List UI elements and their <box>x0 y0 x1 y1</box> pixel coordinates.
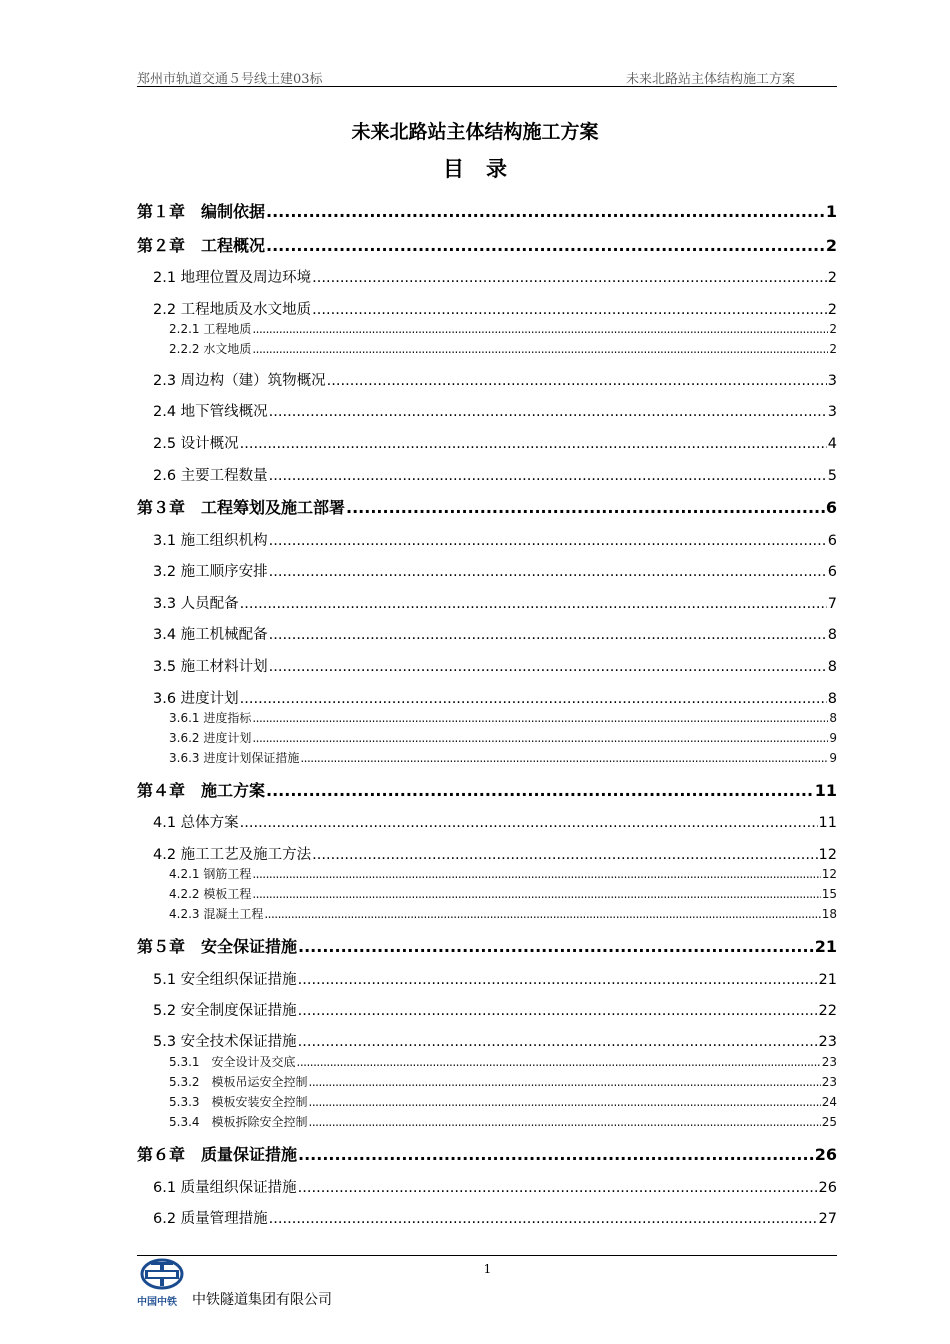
toc-entry-label: 2.1 地理位置及周边环境 <box>153 270 312 286</box>
toc-leader-dots <box>269 468 827 484</box>
toc-entry-page: 6 <box>825 498 837 517</box>
toc-leader-dots <box>252 322 828 336</box>
toc-entry[interactable] <box>137 529 837 550</box>
toc-entry-label: 第５章 安全保证措施 <box>137 937 298 956</box>
toc-entry-page: 4 <box>827 436 837 452</box>
toc-entry[interactable] <box>137 999 837 1020</box>
toc-entry-label: 2.2 工程地质及水文地质 <box>153 302 312 318</box>
toc-entry-page: 9 <box>829 750 837 765</box>
toc-entry-label: 4.2.2 模板工程 <box>169 886 252 901</box>
toc-leader-dots <box>346 498 825 517</box>
toc-entry[interactable] <box>137 464 837 485</box>
toc-entry-page: 12 <box>818 847 837 863</box>
header-project: 郑州市轨道交通５号线土建03标 <box>137 72 323 87</box>
toc-entry-label: 第６章 质量保证措施 <box>137 1145 298 1164</box>
toc-leader-dots <box>269 1211 818 1227</box>
toc-entry-page: 8 <box>827 627 837 643</box>
toc-entry-page: 24 <box>821 1094 837 1109</box>
toc-entry-page: 2 <box>827 302 837 318</box>
toc-entry-label: 6.1 质量组织保证措施 <box>153 1180 297 1196</box>
toc-entry-page: 22 <box>818 1003 837 1019</box>
toc-entry[interactable] <box>137 968 837 989</box>
toc-entry[interactable] <box>137 843 837 864</box>
toc-leader-dots <box>269 659 827 675</box>
toc-entry-page: 2 <box>829 341 837 356</box>
toc-entry-page: 15 <box>821 886 837 901</box>
toc-entry-page: 12 <box>821 866 837 881</box>
toc-heading: 目录 <box>443 157 529 181</box>
toc-entry[interactable] <box>137 1073 837 1090</box>
toc-entry[interactable] <box>137 1207 837 1228</box>
toc-entry-label: 2.2.1 工程地质 <box>169 321 252 336</box>
toc-entry[interactable] <box>137 655 837 676</box>
toc-leader-dots <box>298 1180 818 1196</box>
toc-entry[interactable] <box>137 400 837 421</box>
toc-entry[interactable] <box>137 811 837 832</box>
toc-entry-label: 5.2 安全制度保证措施 <box>153 1003 297 1019</box>
toc-entry-page: 23 <box>818 1034 837 1050</box>
toc-entry-page: 25 <box>821 1114 837 1129</box>
toc-entry-page: 18 <box>821 906 837 921</box>
toc-entry-label: 3.3 人员配备 <box>153 596 239 612</box>
toc-entry-label: 3.6.2 进度计划 <box>169 730 252 745</box>
toc-entry-label: 4.2.1 钢筋工程 <box>169 866 252 881</box>
toc-entry[interactable] <box>137 199 837 222</box>
toc-leader-dots <box>298 1003 818 1019</box>
toc-leader-dots <box>240 691 827 707</box>
document-title: 未来北路站主体结构施工方案 <box>351 121 599 143</box>
toc-entry-page: 6 <box>827 564 837 580</box>
toc-leader-dots <box>312 847 817 863</box>
toc-entry[interactable] <box>137 233 837 256</box>
company-name: 中铁隧道集团有限公司 <box>192 1292 332 1308</box>
toc-entry[interactable] <box>137 1093 837 1110</box>
toc-entry-label: 5.1 安全组织保证措施 <box>153 972 297 988</box>
toc-entry[interactable] <box>137 1176 837 1197</box>
toc-entry-page: 9 <box>829 730 837 745</box>
toc-entry-label: 2.6 主要工程数量 <box>153 468 268 484</box>
toc-entry-page: 26 <box>818 1180 837 1196</box>
toc-leader-dots <box>252 731 828 745</box>
toc-entry[interactable] <box>137 432 837 453</box>
toc-entry-label: 3.6.1 进度指标 <box>169 710 252 725</box>
toc-leader-dots <box>266 781 814 800</box>
page-header <box>137 66 837 87</box>
toc-leader-dots <box>240 596 827 612</box>
toc-leader-dots <box>269 627 827 643</box>
toc-entry-label: 2.3 周边构（建）筑物概况 <box>153 373 326 389</box>
toc-leader-dots <box>309 1095 821 1109</box>
logo-text: 中国中铁 <box>137 1297 177 1308</box>
toc-entry[interactable] <box>137 495 837 518</box>
toc-leader-dots <box>266 202 825 221</box>
toc-entry-label: 5.3.4 模板拆除安全控制 <box>169 1114 308 1129</box>
toc-entry-page: 2 <box>829 321 837 336</box>
toc-leader-dots <box>269 533 827 549</box>
toc-leader-dots <box>266 236 825 255</box>
toc-entry[interactable] <box>137 729 837 746</box>
toc-entry-label: 3.1 施工组织机构 <box>153 533 268 549</box>
toc-entry-page: 23 <box>821 1074 837 1089</box>
toc-leader-dots <box>269 404 827 420</box>
toc-entry[interactable] <box>137 934 837 957</box>
toc-leader-dots <box>252 342 828 356</box>
toc-entry-label: 2.5 设计概况 <box>153 436 239 452</box>
toc-leader-dots <box>252 867 820 881</box>
toc-entry[interactable] <box>137 905 837 922</box>
toc-entry-label: 5.3.3 模板安装安全控制 <box>169 1094 308 1109</box>
toc-entry[interactable] <box>137 778 837 801</box>
toc-leader-dots <box>312 270 827 286</box>
toc-entry-label: 2.4 地下管线概况 <box>153 404 268 420</box>
toc-leader-dots <box>300 751 828 765</box>
toc-leader-dots <box>298 1034 818 1050</box>
toc-entry[interactable] <box>137 266 837 287</box>
toc-leader-dots <box>264 907 820 921</box>
toc-entry[interactable] <box>137 320 837 337</box>
toc-entry[interactable] <box>137 1113 837 1130</box>
toc-entry-label: 2.2.2 水文地质 <box>169 341 252 356</box>
toc-entry-page: 26 <box>814 1145 837 1164</box>
toc-entry-page: 27 <box>818 1211 837 1227</box>
toc-entry-label: 第４章 施工方案 <box>137 781 266 800</box>
toc-entry-page: 8 <box>829 710 837 725</box>
footer-divider <box>137 1255 837 1256</box>
header-doc-title: 未来北路站主体结构施工方案 <box>625 72 795 87</box>
toc-leader-dots <box>240 815 818 831</box>
toc-entry[interactable] <box>137 592 837 613</box>
toc-entry[interactable] <box>137 1030 837 1051</box>
toc-entry-page: 3 <box>827 373 837 389</box>
toc-entry-page: 21 <box>814 937 837 956</box>
toc-entry-label: 第２章 工程概况 <box>137 236 266 255</box>
toc-entry[interactable] <box>137 1142 837 1165</box>
toc-entry[interactable] <box>137 749 837 766</box>
crec-logo-icon <box>137 1258 187 1296</box>
toc-entry[interactable] <box>137 687 837 708</box>
toc-entry-label: 5.3.2 模板吊运安全控制 <box>169 1074 308 1089</box>
toc-entry-label: 6.2 质量管理措施 <box>153 1211 268 1227</box>
toc-entry-page: 7 <box>827 596 837 612</box>
toc-entry[interactable] <box>137 865 837 882</box>
toc-entry-label: 第３章 工程筹划及施工部署 <box>137 498 346 517</box>
toc-entry[interactable] <box>137 560 837 581</box>
toc-entry-label: 5.3 安全技术保证措施 <box>153 1034 297 1050</box>
toc-leader-dots <box>327 373 827 389</box>
toc-entry[interactable] <box>137 340 837 357</box>
toc-entry-label: 5.3.1 安全设计及交底 <box>169 1054 296 1069</box>
toc-entry-page: 8 <box>827 691 837 707</box>
toc-entry-page: 6 <box>827 533 837 549</box>
toc-entry[interactable] <box>137 623 837 644</box>
toc-entry[interactable] <box>137 885 837 902</box>
toc-leader-dots <box>240 436 827 452</box>
page-number: 1 <box>483 1262 492 1276</box>
toc-entry-page: 2 <box>827 270 837 286</box>
toc-entry-page: 3 <box>827 404 837 420</box>
toc-entry-label: 3.5 施工材料计划 <box>153 659 268 675</box>
toc-entry-page: 21 <box>818 972 837 988</box>
toc-entry-page: 11 <box>818 815 837 831</box>
toc-entry-page: 5 <box>827 468 837 484</box>
toc-entry-label: 4.2.3 混凝土工程 <box>169 906 264 921</box>
toc-entry[interactable] <box>137 369 837 390</box>
toc-entry-page: 8 <box>827 659 837 675</box>
toc-entry-page: 23 <box>821 1054 837 1069</box>
toc-entry[interactable] <box>137 1053 837 1070</box>
toc-leader-dots <box>298 937 814 956</box>
toc-entry[interactable] <box>137 298 837 319</box>
toc-entry-label: 3.6 进度计划 <box>153 691 239 707</box>
toc-entry-label: 3.4 施工机械配备 <box>153 627 268 643</box>
toc-entry-page: 1 <box>825 202 837 221</box>
toc-entry-label: 4.2 施工工艺及施工方法 <box>153 847 312 863</box>
toc-leader-dots <box>252 887 820 901</box>
toc-leader-dots <box>252 711 828 725</box>
toc-entry-label: 3.6.3 进度计划保证措施 <box>169 750 300 765</box>
toc-leader-dots <box>298 1145 814 1164</box>
toc-leader-dots <box>297 1055 821 1069</box>
toc-leader-dots <box>269 564 827 580</box>
toc-leader-dots <box>309 1115 821 1129</box>
toc-entry-label: 4.1 总体方案 <box>153 815 239 831</box>
toc-leader-dots <box>312 302 827 318</box>
toc-entry[interactable] <box>137 709 837 726</box>
toc-entry-page: 2 <box>825 236 837 255</box>
toc-entry-label: 3.2 施工顺序安排 <box>153 564 268 580</box>
toc-entry-label: 第１章 编制依据 <box>137 202 266 221</box>
toc-leader-dots <box>309 1075 821 1089</box>
toc-entry-page: 11 <box>814 781 837 800</box>
toc-leader-dots <box>298 972 818 988</box>
